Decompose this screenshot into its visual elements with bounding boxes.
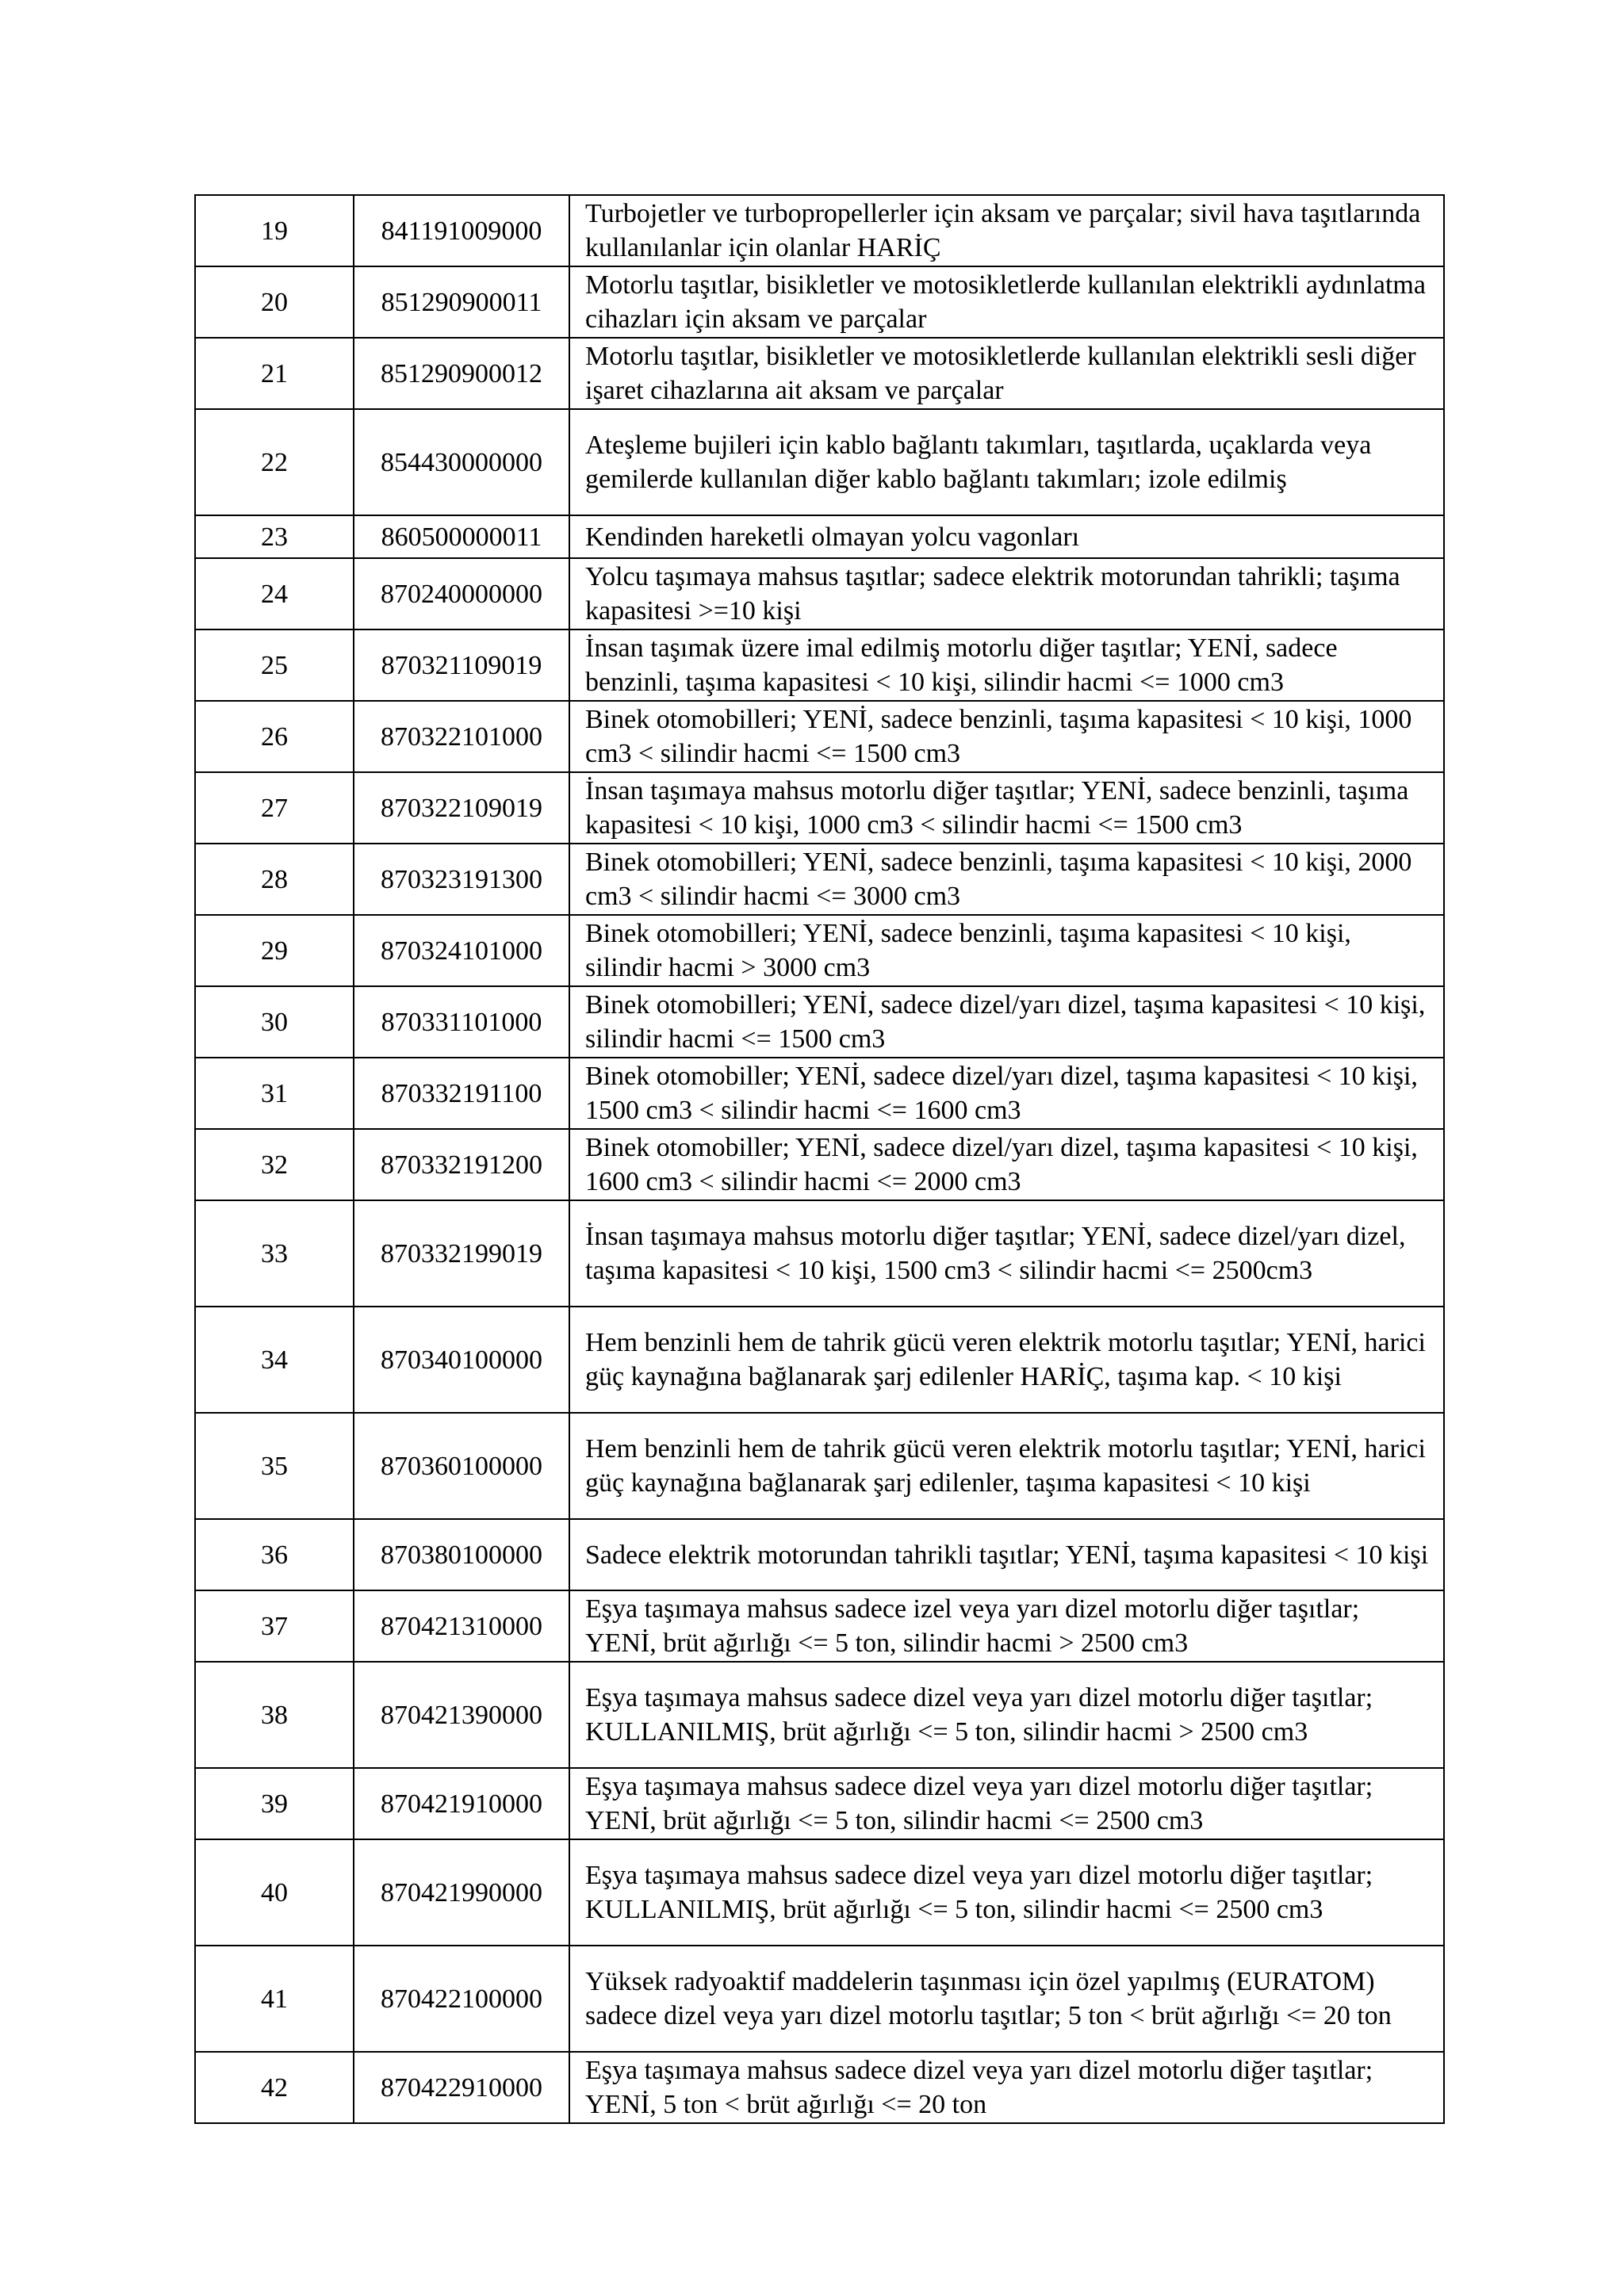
row-number: 41: [195, 1946, 354, 2052]
tariff-code: 870240000000: [354, 558, 569, 629]
table-row: [195, 1413, 1444, 1519]
item-description: Motorlu taşıtlar, bisikletler ve motosikletlerde kullanılan elektrikli sesli diğer işaret cihazlarına ait aksam ve parçalar: [569, 338, 1444, 409]
row-number: 34: [195, 1307, 354, 1413]
table-row: [195, 2052, 1444, 2123]
table-row: [195, 1590, 1444, 1662]
row-number: 22: [195, 409, 354, 515]
tariff-code: 870321109019: [354, 629, 569, 701]
table-row: [195, 1307, 1444, 1413]
tariff-code: 860500000011: [354, 515, 569, 558]
row-number: 39: [195, 1768, 354, 1839]
item-description: Motorlu taşıtlar, bisikletler ve motosikletlerde kullanılan elektrikli aydınlatma cihazları için aksam ve parçalar: [569, 266, 1444, 338]
item-description: Hem benzinli hem de tahrik gücü veren elektrik motorlu taşıtlar; YENİ, harici güç kaynağına bağlanarak şarj edilenler, taşıma kapasitesi < 10 kişi: [569, 1413, 1444, 1519]
tariff-code: 870422910000: [354, 2052, 569, 2123]
item-description: İnsan taşımak üzere imal edilmiş motorlu diğer taşıtlar; YENİ, sadece benzinli, taşıma kapasitesi < 10 kişi, silindir hacmi <= 1000 cm3: [569, 629, 1444, 701]
table-row: [195, 701, 1444, 772]
tariff-code: 851290900012: [354, 338, 569, 409]
tariff-code: 870421990000: [354, 1839, 569, 1946]
tariff-code: 870340100000: [354, 1307, 569, 1413]
row-number: 30: [195, 986, 354, 1058]
tariff-code: 870323191300: [354, 844, 569, 915]
item-description: Eşya taşımaya mahsus sadece dizel veya yarı dizel motorlu diğer taşıtlar; YENİ, brüt ağırlığı <= 5 ton, silindir hacmi <= 2500 cm3: [569, 1768, 1444, 1839]
customs-code-table: [194, 194, 1445, 2124]
table-row: [195, 558, 1444, 629]
row-number: 33: [195, 1200, 354, 1307]
table-row: [195, 515, 1444, 558]
tariff-code: 870324101000: [354, 915, 569, 986]
tariff-code: 854430000000: [354, 409, 569, 515]
item-description: İnsan taşımaya mahsus motorlu diğer taşıtlar; YENİ, sadece benzinli, taşıma kapasitesi < 10 kişi, 1000 cm3 < silindir hacmi <= 1500 cm3: [569, 772, 1444, 844]
row-number: 26: [195, 701, 354, 772]
table-row: [195, 1662, 1444, 1768]
item-description: Eşya taşımaya mahsus sadece dizel veya yarı dizel motorlu diğer taşıtlar; KULLANILMIŞ, brüt ağırlığı <= 5 ton, silindir hacmi <= 2500 cm3: [569, 1839, 1444, 1946]
tariff-code: 870422100000: [354, 1946, 569, 2052]
tariff-code: 870331101000: [354, 986, 569, 1058]
item-description: Binek otomobilleri; YENİ, sadece benzinli, taşıma kapasitesi < 10 kişi, silindir hacmi > 3000 cm3: [569, 915, 1444, 986]
table-row: [195, 1200, 1444, 1307]
table-row: [195, 629, 1444, 701]
item-description: Ateşleme bujileri için kablo bağlantı takımları, taşıtlarda, uçaklarda veya gemilerde kullanılan diğer kablo bağlantı takımları; izole edilmiş: [569, 409, 1444, 515]
row-number: 21: [195, 338, 354, 409]
item-description: Turbojetler ve turbopropellerler için aksam ve parçalar; sivil hava taşıtlarında kullanılanlar için olanlar HARİÇ: [569, 195, 1444, 266]
tariff-code: 870360100000: [354, 1413, 569, 1519]
item-description: Binek otomobilleri; YENİ, sadece dizel/yarı dizel, taşıma kapasitesi < 10 kişi, silindir hacmi <= 1500 cm3: [569, 986, 1444, 1058]
table-row: [195, 1058, 1444, 1129]
row-number: 19: [195, 195, 354, 266]
item-description: Eşya taşımaya mahsus sadece dizel veya yarı dizel motorlu diğer taşıtlar; YENİ, 5 ton < brüt ağırlığı <= 20 ton: [569, 2052, 1444, 2123]
table-row: [195, 844, 1444, 915]
item-description: Binek otomobilleri; YENİ, sadece benzinli, taşıma kapasitesi < 10 kişi, 2000 cm3 < silindir hacmi <= 3000 cm3: [569, 844, 1444, 915]
tariff-code: 851290900011: [354, 266, 569, 338]
item-description: Binek otomobilleri; YENİ, sadece benzinli, taşıma kapasitesi < 10 kişi, 1000 cm3 < silindir hacmi <= 1500 cm3: [569, 701, 1444, 772]
table-row: [195, 1946, 1444, 2052]
tariff-code: 870332191100: [354, 1058, 569, 1129]
item-description: Eşya taşımaya mahsus sadece dizel veya yarı dizel motorlu diğer taşıtlar; KULLANILMIŞ, brüt ağırlığı <= 5 ton, silindir hacmi > 2500 cm3: [569, 1662, 1444, 1768]
table-row: [195, 1129, 1444, 1200]
item-description: Eşya taşımaya mahsus sadece izel veya yarı dizel motorlu diğer taşıtlar; YENİ, brüt ağırlığı <= 5 ton, silindir hacmi > 2500 cm3: [569, 1590, 1444, 1662]
item-description: Binek otomobiller; YENİ, sadece dizel/yarı dizel, taşıma kapasitesi < 10 kişi, 1600 cm3 < silindir hacmi <= 2000 cm3: [569, 1129, 1444, 1200]
item-description: Hem benzinli hem de tahrik gücü veren elektrik motorlu taşıtlar; YENİ, harici güç kaynağına bağlanarak şarj edilenler HARİÇ, taşıma kap. < 10 kişi: [569, 1307, 1444, 1413]
item-description: Yolcu taşımaya mahsus taşıtlar; sadece elektrik motorundan tahrikli; taşıma kapasitesi >=10 kişi: [569, 558, 1444, 629]
item-description: Yüksek radyoaktif maddelerin taşınması için özel yapılmış (EURATOM) sadece dizel veya yarı dizel motorlu taşıtlar; 5 ton < brüt ağırlığı <= 20 ton: [569, 1946, 1444, 2052]
row-number: 40: [195, 1839, 354, 1946]
tariff-code: 870332191200: [354, 1129, 569, 1200]
tariff-code: 841191009000: [354, 195, 569, 266]
table-row: [195, 772, 1444, 844]
table-row: [195, 338, 1444, 409]
table-row: [195, 195, 1444, 266]
tariff-code: 870380100000: [354, 1519, 569, 1590]
row-number: 29: [195, 915, 354, 986]
item-description: Kendinden hareketli olmayan yolcu vagonları: [569, 515, 1444, 558]
table-row: [195, 266, 1444, 338]
row-number: 28: [195, 844, 354, 915]
tariff-code: 870421910000: [354, 1768, 569, 1839]
item-description: Sadece elektrik motorundan tahrikli taşıtlar; YENİ, taşıma kapasitesi < 10 kişi: [569, 1519, 1444, 1590]
tariff-code: 870332199019: [354, 1200, 569, 1307]
table-body: [195, 195, 1444, 2123]
tariff-code: 870322109019: [354, 772, 569, 844]
table-row: [195, 1768, 1444, 1839]
row-number: 37: [195, 1590, 354, 1662]
row-number: 20: [195, 266, 354, 338]
row-number: 35: [195, 1413, 354, 1519]
table-row: [195, 1519, 1444, 1590]
tariff-code: 870421310000: [354, 1590, 569, 1662]
row-number: 24: [195, 558, 354, 629]
item-description: Binek otomobiller; YENİ, sadece dizel/yarı dizel, taşıma kapasitesi < 10 kişi, 1500 cm3 < silindir hacmi <= 1600 cm3: [569, 1058, 1444, 1129]
item-description: İnsan taşımaya mahsus motorlu diğer taşıtlar; YENİ, sadece dizel/yarı dizel, taşıma kapasitesi < 10 kişi, 1500 cm3 < silindir hacmi <= 2500cm3: [569, 1200, 1444, 1307]
row-number: 23: [195, 515, 354, 558]
row-number: 27: [195, 772, 354, 844]
row-number: 36: [195, 1519, 354, 1590]
table-row: [195, 1839, 1444, 1946]
row-number: 32: [195, 1129, 354, 1200]
row-number: 42: [195, 2052, 354, 2123]
row-number: 38: [195, 1662, 354, 1768]
table-row: [195, 409, 1444, 515]
tariff-code: 870421390000: [354, 1662, 569, 1768]
row-number: 25: [195, 629, 354, 701]
row-number: 31: [195, 1058, 354, 1129]
table-row: [195, 986, 1444, 1058]
table-row: [195, 915, 1444, 986]
tariff-code: 870322101000: [354, 701, 569, 772]
